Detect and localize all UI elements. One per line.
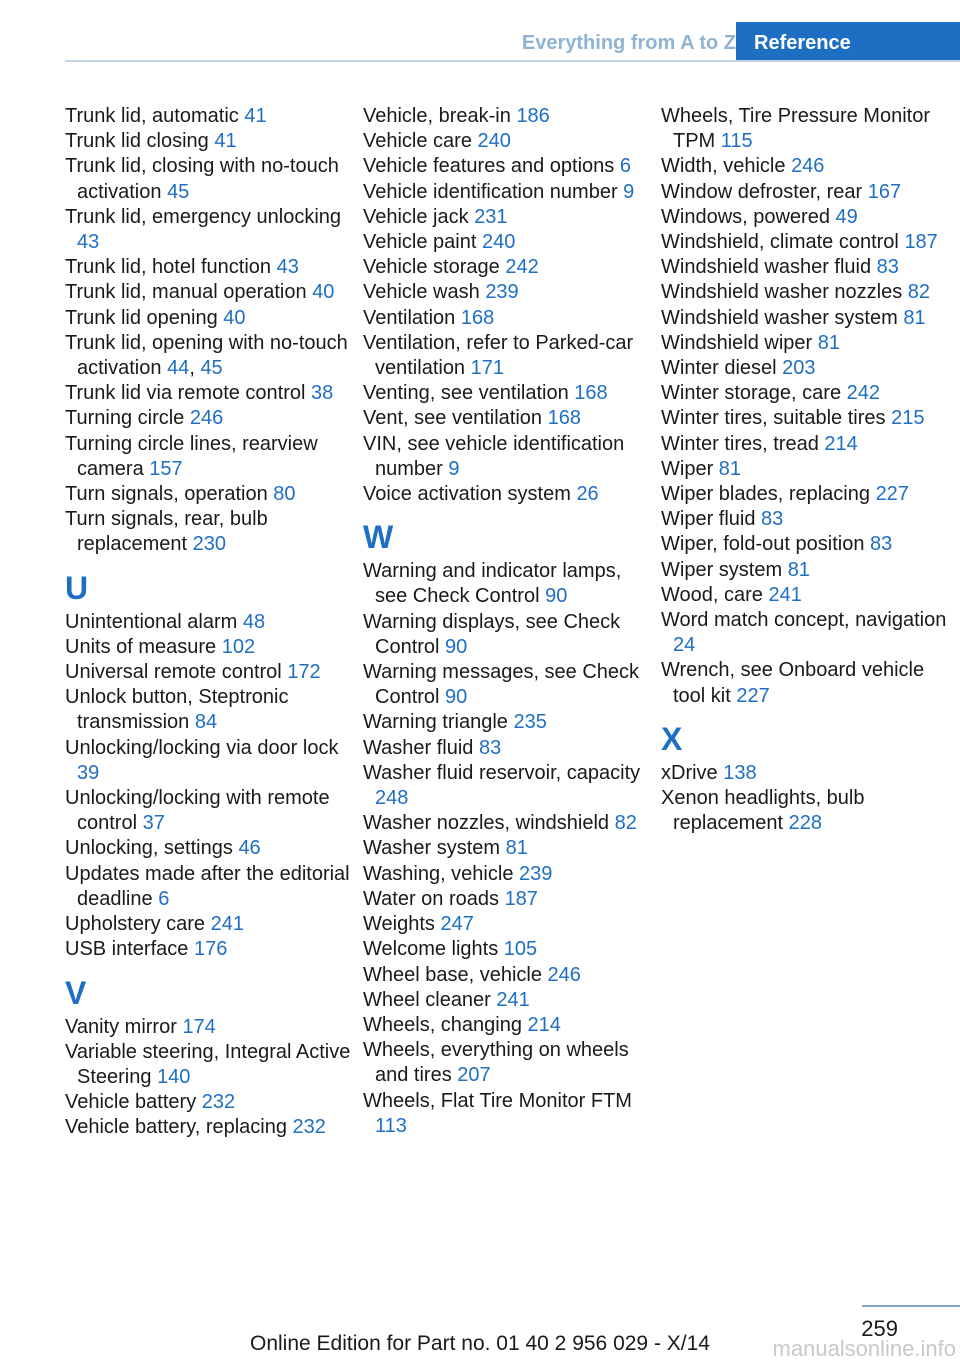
page-reference-link[interactable]: 45 [167,180,190,203]
index-entry [65,280,357,305]
index-entry-text: Unlocking/locking via door lock [65,736,339,759]
page-reference-link[interactable]: 39 [77,761,100,784]
index-entry-text: VIN, see vehicle identification number [363,432,625,480]
page-reference-link[interactable]: 6 [619,155,631,178]
index-entry [65,306,357,331]
index-entry-text: Vent, see ventilation [363,407,543,430]
page-reference-link[interactable]: 24 [673,634,696,657]
index-entry [363,836,655,861]
index-entry [661,608,951,658]
page-reference-link[interactable]: 102 [221,635,256,658]
index-entry [661,306,951,331]
page-reference-link[interactable]: 40 [223,306,246,329]
index-entry-text: Turning circle [65,407,185,430]
index-entry [363,180,655,205]
index-column-1 [65,104,357,1141]
page-reference-link[interactable]: 90 [545,585,568,608]
page-reference-link[interactable]: 83 [876,256,899,279]
page-reference-link[interactable]: 246 [547,963,581,986]
index-entry [65,912,357,937]
page-reference-link[interactable]: 46 [238,837,261,860]
index-entry-text: Vanity mirror [65,1015,177,1038]
index-entry [65,1090,357,1115]
index-entry-text: Vehicle paint [363,231,477,254]
index-entry [661,583,951,608]
index-entry-text: Wheels, changing [363,1013,522,1036]
page-reference-link[interactable]: 45 [200,357,223,380]
index-entry-text: Vehicle storage [363,256,500,279]
index-column-2 [363,104,655,1139]
index-entry-text: Weights [363,913,435,936]
index-entry-text: Warning messages, see Check Control [363,661,640,709]
index-letter-heading: X [661,720,683,757]
page-reference-link[interactable]: 215 [891,407,925,430]
page-reference-link[interactable]: 240 [477,130,511,153]
index-entry [363,559,655,609]
index-entry [661,180,951,205]
index-entry-text: Units of measure [65,635,217,658]
index-entry [363,1089,655,1139]
index-entry-text: Wheels, Flat Tire Monitor FTM [363,1089,632,1112]
index-entry [661,280,951,305]
index-entry-text: Vehicle care [363,130,472,153]
index-entry [65,610,357,635]
page-reference-link[interactable]: 81 [817,331,840,354]
index-letter-heading: V [65,974,87,1011]
index-entry-text: Wheel base, vehicle [363,963,542,986]
index-entry-text: Trunk lid, hotel function [65,256,272,279]
page-reference-link[interactable]: 230 [192,533,226,556]
index-letter-heading: W [363,519,394,556]
page-reference-link[interactable]: 82 [614,812,637,835]
index-entry-text: Wrench, see Onboard vehicle tool kit [661,659,925,707]
index-entry [661,331,951,356]
index-entry-text: Vehicle features and options [363,155,615,178]
index-entry-text: Warning displays, see Check Control [363,610,621,658]
page-reference-link[interactable]: 9 [623,180,635,203]
index-entry-text: Wiper [661,457,714,480]
index-entry-text: Turn signals, operation [65,483,268,506]
page-reference-link[interactable]: 239 [485,281,519,304]
page-reference-link[interactable]: 214 [527,1013,561,1036]
index-entry [363,1038,655,1088]
index-entry-text: Turn signals, rear, bulb replacement [65,508,268,556]
page-reference-link[interactable]: 168 [460,306,495,329]
index-entry-text: Wheels, everything on wheels and tires [363,1039,629,1087]
index-entry-text: Vehicle jack [363,205,469,228]
index-entry [363,811,655,836]
index-entry: Trunk lid, opening with no-touch activation 44, 45 [65,331,348,380]
index-entry-text: Unlocking, settings [65,837,233,860]
page-reference-link[interactable]: 168 [547,407,581,430]
page-reference-link[interactable]: 187 [904,231,938,254]
index-entry [65,205,357,255]
page-reference-link[interactable]: 37 [142,812,165,835]
page-reference-link[interactable]: 83 [870,533,893,556]
page-reference-link[interactable]: 44 [167,357,190,380]
index-entry [661,104,951,154]
index-entry [661,532,951,557]
index-entry-text: Washer fluid reservoir, capacity [363,761,641,784]
page-reference-link[interactable]: 80 [273,483,296,506]
page-reference-link[interactable]: 115 [720,130,753,153]
index-entry-text: Welcome lights [363,938,499,961]
index-entry-text: Windshield, climate control [661,231,899,254]
index-entry-text: Universal remote control [65,661,282,684]
index-entry-text: Window defroster, rear [661,180,863,203]
index-entry [65,786,357,836]
index-entry [363,887,655,912]
index-entry-text: Winter tires, suitable tires [661,407,886,430]
index-entry [65,507,357,557]
page-reference-link[interactable]: 246 [791,155,825,178]
index-entry-text: Unintentional alarm [65,610,238,633]
index-entry [363,432,655,482]
index-entry [65,660,357,685]
index-letter-heading: U [65,569,89,606]
page-reference-link[interactable]: 157 [149,457,183,480]
index-entry-text: Venting, see ventilation [363,382,569,405]
index-entry-text: Vehicle wash [363,281,480,304]
page-reference-link[interactable]: 172 [287,661,321,684]
page-reference-link[interactable]: 6 [158,887,170,910]
index-entry-text: Trunk lid, manual operation [65,281,307,304]
index-entry [363,862,655,887]
index-entry [363,988,655,1013]
index-entry [363,912,655,937]
index-entry-text: Trunk lid, emergency unlocking [65,205,342,228]
index-entry-text: Winter storage, care [661,382,842,405]
index-entry [65,736,357,786]
index-entry [65,1015,357,1040]
page-reference-link[interactable]: 26 [576,483,599,506]
index-entry [363,963,655,988]
index-entry [661,356,951,381]
index-entry-text: Windshield washer fluid [661,256,872,279]
index-entry [661,205,951,230]
page-reference-link[interactable]: 81 [718,457,742,480]
index-entry-text: Windshield washer nozzles [661,281,903,304]
index-entry-text: Trunk lid, opening with no-touch activation [65,331,348,380]
index-entry [661,457,951,482]
index-entry [65,482,357,507]
page-reference-link[interactable]: 207 [457,1064,491,1087]
index-entry-text: Ventilation [363,306,456,329]
page-reference-link[interactable]: 83 [761,508,784,531]
index-entry [363,610,655,660]
index-entry [363,381,655,406]
index-entry-text: Wiper blades, replacing [661,483,870,506]
index-entry [65,836,357,861]
page-reference-link[interactable]: 81 [787,558,810,581]
index-entry [363,306,655,331]
index-entry [363,761,655,811]
index-entry-text: Trunk lid opening [65,306,218,329]
page-reference-link[interactable]: 248 [375,787,409,810]
page-reference-link[interactable]: 41 [244,105,267,127]
page-reference-link[interactable]: 105 [503,938,538,961]
page-reference-link[interactable]: 241 [768,583,802,606]
page-reference-link[interactable]: 247 [440,913,474,936]
page-reference-link[interactable]: 168 [574,382,608,405]
page-reference-link[interactable]: 90 [445,635,468,658]
index-entry-text: Unlock button, Steptronic transmission [65,686,289,734]
index-entry-text: Windshield wiper [661,331,813,354]
page-reference-link[interactable]: 81 [903,306,926,329]
page-reference-link[interactable]: 84 [194,711,218,734]
index-entry [661,381,951,406]
page-reference-link[interactable]: 82 [907,281,931,304]
index-entry [363,736,655,761]
index-entry-text: Unlocking/locking with remote control [65,787,330,835]
index-entry-text: Vehicle, break-in [363,105,511,127]
index-entry-text: Wiper system [661,558,783,581]
page-reference-link[interactable]: 41 [214,130,237,153]
index-entry [65,104,357,129]
page-reference-link[interactable]: 174 [182,1015,216,1038]
index-entry [363,154,655,179]
page-reference-link[interactable]: 232 [201,1091,236,1114]
page-reference-link[interactable]: 214 [824,432,858,455]
page-reference-link[interactable]: 228 [788,812,822,835]
index-entry-text: Warning triangle [363,711,508,734]
index-entry-text: Windows, powered [661,205,830,228]
page-header [0,0,960,62]
page-reference-link[interactable]: 242 [846,382,881,405]
index-entry [65,129,357,154]
page-reference-link[interactable]: 90 [445,686,468,709]
index-entry-text: Wiper, fold-out position [661,533,865,556]
index-entry-text: Vehicle battery, replacing [65,1116,287,1139]
index-entry [363,331,655,381]
page-reference-link[interactable]: 138 [723,761,757,784]
index-entry-text: Trunk lid, automatic [65,105,239,127]
page-reference-link[interactable]: 239 [519,862,553,885]
index-entry-text: Vehicle identification number [363,180,618,203]
index-entry [65,1040,357,1090]
index-entry-text: Voice activation system [363,483,571,506]
index-entry [661,482,951,507]
page-reference-link[interactable]: 171 [470,357,504,380]
index-entry [65,255,357,280]
page-reference-link[interactable]: 81 [505,837,528,860]
index-entry-text: Washer nozzles, windshield [363,812,610,835]
footer-rule [862,1305,960,1307]
index-entry-text: xDrive [661,761,718,784]
reference-tab: Reference [736,22,960,62]
section-title: Everything from A to Z [521,32,736,54]
page-reference-link[interactable]: 167 [867,180,902,203]
index-entry [363,104,655,129]
page-reference-link[interactable]: 187 [504,887,538,910]
index-entry [363,129,655,154]
page-reference-link[interactable]: 240 [481,231,516,254]
index-entry-text: Windshield washer system [661,306,898,329]
index-entry [65,1115,357,1140]
index-entry-text: Trunk lid, closing with no-touch activation [65,155,339,203]
index-entry [65,432,357,482]
index-entry [65,381,357,406]
index-entry-text: Wood, care [661,583,763,606]
index-entry [65,937,357,962]
index-entry-text: Wheels, Tire Pressure Monitor TPM [661,105,930,153]
index-entry-text: Winter tires, tread [661,432,819,455]
index-entry [65,406,357,431]
index-entry-text: USB interface [65,938,189,961]
index-entry [363,280,655,305]
index-entry-text: Warning and indicator lamps, see Check Control [363,560,622,608]
page-reference-link[interactable]: 227 [736,684,770,707]
index-entry [363,482,655,507]
index-entry [363,937,655,962]
page-reference-link[interactable]: 203 [782,357,816,380]
page-reference-link[interactable]: 186 [516,105,550,127]
index-entry [661,761,951,786]
page-reference-link[interactable]: 40 [312,281,335,304]
index-entry-text: Wiper fluid [661,508,756,531]
index-entry [661,230,951,255]
index-entry [65,862,357,912]
index-column-3 [661,104,951,836]
index-entry-text: Width, vehicle [661,155,786,178]
page-reference-link[interactable]: 246 [189,407,224,430]
index-entry [661,432,951,457]
page-reference-link[interactable]: 241 [496,988,530,1011]
index-entry [661,558,951,583]
index-entry [363,406,655,431]
index-entry-text: Washer fluid [363,736,474,759]
index-entry [661,255,951,280]
index-entry-text: Winter diesel [661,357,777,380]
index-entry [363,710,655,735]
index-entry [65,685,357,735]
page-reference-link[interactable]: 232 [292,1116,326,1139]
index-entry-text: Vehicle battery [65,1091,197,1114]
page-reference-link[interactable]: 140 [157,1065,191,1088]
page-reference-link[interactable]: 9 [448,457,460,480]
index-entry [661,154,951,179]
index-entry-text: Xenon headlights, bulb replacement [661,787,865,835]
index-entry-text: Word match concept, navigation [661,609,947,632]
page-number: 259 [861,1316,898,1341]
page-reference-link[interactable]: 43 [276,256,299,279]
index-entry-text: Updates made after the editorial deadline [65,862,350,910]
index-entry [661,658,951,708]
page-reference-link[interactable]: 113 [375,1114,407,1137]
index-entry-text: Variable steering, Integral Active Steering [65,1040,351,1088]
page-reference-link[interactable]: 235 [513,711,547,734]
index-entry [661,406,951,431]
page-reference-link[interactable]: 176 [193,938,228,961]
index-entry-text: Washing, vehicle [363,862,514,885]
index-entry-text: Turning circle lines, rearview camera [65,432,318,480]
page-reference-link[interactable]: 38 [311,382,334,405]
header-rule [65,60,960,62]
index-entry-text: Wheel cleaner [363,988,491,1011]
index-entry [363,230,655,255]
index-entry-text: Ventilation, refer to Parked-car ventilation [363,331,634,380]
index-entry-text: Water on roads [363,887,499,910]
page-reference-link[interactable]: 49 [835,205,858,228]
index-entry [65,154,357,204]
index-entry-text: Trunk lid closing [65,130,209,153]
index-entry-text: Trunk lid via remote control [65,382,306,405]
page-reference-link[interactable]: 231 [474,205,508,228]
page-reference-link[interactable]: 227 [875,483,909,506]
index-entry [363,1013,655,1038]
page-reference-link[interactable]: 83 [478,736,502,759]
index-entry [363,255,655,280]
index-entry [363,205,655,230]
watermark: manualsonline.info [772,1336,956,1361]
index-entry [661,507,951,532]
edition-note: Online Edition for Part no. 01 40 2 956 029 - X/14 [250,1332,710,1355]
page-reference-link[interactable]: 241 [210,913,244,936]
index-entry [661,786,951,836]
index-entry [363,660,655,710]
page-reference-link[interactable]: 43 [77,231,100,254]
page-reference-link[interactable]: 242 [505,256,539,279]
page-reference-link[interactable]: 48 [242,610,266,633]
index-entry-text: Washer system [363,837,501,860]
index-entry [65,635,357,660]
index-entry-text: Upholstery care [65,913,206,936]
